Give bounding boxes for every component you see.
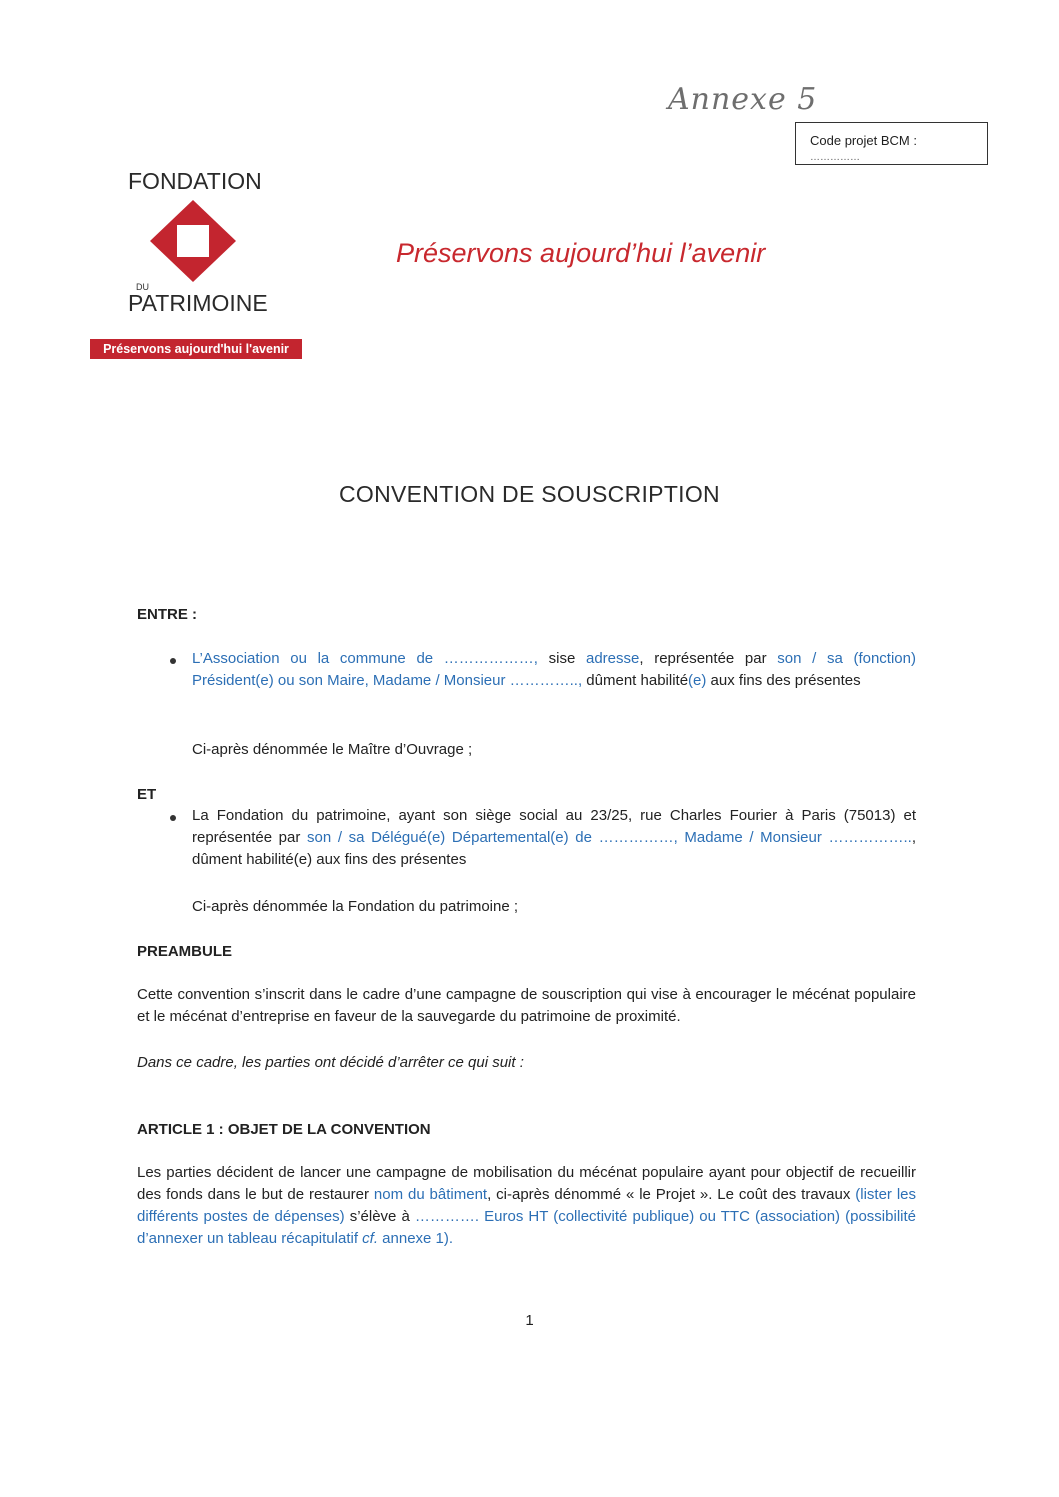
logo-text-bottom: PATRIMOINE — [128, 290, 268, 316]
project-code-label: Code projet BCM : — [810, 133, 917, 148]
handwritten-annotation: Annexe 5 — [668, 82, 818, 117]
document-title: CONVENTION DE SOUSCRIPTION — [339, 481, 720, 507]
preambule-heading: PREAMBULE — [137, 943, 233, 960]
preambule-body: Cette convention s’inscrit dans le cadre d’une campagne de souscription qui vise à encourager le mécénat populaire et le mécénat d’entreprise en faveur de la sauvegarde du patrimoine de proximité. — [137, 986, 916, 1025]
entre-designation: Ci-après dénommée le Maître d’Ouvrage ; — [192, 741, 473, 758]
logo-diamond-icon — [148, 198, 238, 284]
article1-heading: ARTICLE 1 : OBJET DE LA CONVENTION — [137, 1121, 431, 1138]
logo-text-top: FONDATION — [128, 168, 262, 194]
logo-banner: Préservons aujourd'hui l'avenir — [90, 339, 302, 359]
article1-body: Les parties décident de lancer une campagne de mobilisation du mécénat populaire ayant pour objectif de recueillir des fonds dans le but de restaurer nom du bâtiment, ci-après dénommé « le Projet ». Le coût des travaux (lister les différents postes de dépenses) s’élève à …………. Euros HT (collectivité publique) ou TTC (association) (possibilité d’annexer un tableau récapitulatif cf. annexe 1). — [137, 1164, 916, 1247]
logo-text-du: DU — [136, 282, 149, 292]
et-party-paragraph: La Fondation du patrimoine, ayant son siège social au 23/25, rue Charles Fourier à Paris (75013) et représentée par son / sa Délégué(e) Départemental(e) de ……………, Madame / Monsieur …………….., dûment habilité(e) aux fins des présentes — [192, 807, 916, 868]
et-designation: Ci-après dénommée la Fondation du patrimoine ; — [192, 898, 519, 915]
project-code-value: …………… — [810, 152, 860, 163]
slogan: Préservons aujourd’hui l’avenir — [396, 238, 766, 268]
bullet-icon — [170, 658, 176, 664]
entre-party-paragraph: L’Association ou la commune de ………………, sise adresse, représentée par son / sa (fonction) Président(e) ou son Maire, Madame / Monsieur ………….., dûment habilité(e) aux fins des présentes — [192, 650, 916, 689]
project-code-box — [795, 122, 988, 165]
bullet-icon — [170, 815, 176, 821]
preambule-italic: Dans ce cadre, les parties ont décidé d’arrêter ce qui suit : — [137, 1054, 524, 1071]
page-number: 1 — [525, 1312, 534, 1329]
entre-heading: ENTRE : — [137, 606, 197, 623]
et-heading: ET — [137, 786, 157, 803]
